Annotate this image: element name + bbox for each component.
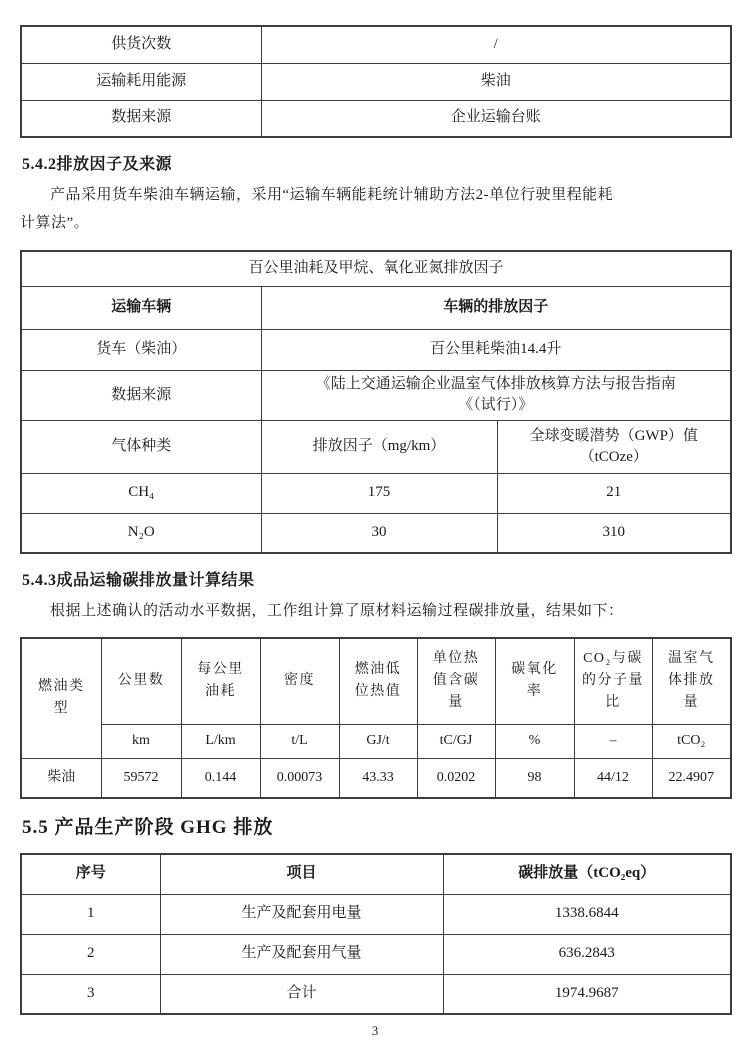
unit-header: % [495, 724, 574, 758]
fuel-ghg-emission: 22.4907 [652, 758, 731, 798]
paragraph-542 [20, 181, 730, 237]
ef-header: 排放因子（mg/km） [261, 420, 497, 473]
fuel-oxidation-rate: 98 [495, 758, 574, 798]
table-row [21, 894, 731, 934]
source-line: 《（试行）》 [458, 397, 534, 413]
table-row [21, 513, 731, 553]
column-header: 单位热值含碳量 [417, 638, 495, 724]
table-row [21, 638, 731, 724]
column-header: 每公里油耗 [181, 638, 260, 724]
table-row [21, 420, 731, 473]
fuel-km: 59572 [101, 758, 181, 798]
column-header: 燃油低位热值 [339, 638, 417, 724]
unit-header: km [101, 724, 181, 758]
gas-gwp-value: 21 [497, 473, 731, 513]
unit-header: tCO₂ [652, 724, 731, 758]
gas-gwp-value: 310 [497, 513, 731, 553]
unit-header: L/km [181, 724, 260, 758]
emission-value: 1974.9687 [443, 974, 731, 1014]
fuel-type: 柴油 [21, 758, 101, 798]
emission-factor-table [20, 250, 732, 554]
column-header: 密度 [260, 638, 339, 724]
supply-row-label: 运输耗用能源 [21, 63, 261, 100]
row-index: 1 [21, 894, 160, 934]
row-index: 3 [21, 974, 160, 1014]
source-value [261, 370, 731, 420]
gwp-header-line: 全球变暖潜势（GWP）值 [529, 427, 698, 444]
table-row [21, 854, 731, 894]
unit-header: GJ/t [339, 724, 417, 758]
paragraph-543: 根据上述确认的活动水平数据，工作组计算了原材料运输过程碳排放量，结果如下： [50, 603, 624, 619]
unit-header: – [574, 724, 652, 758]
column-header: 碳氧化率 [495, 638, 574, 724]
fuel-molar-ratio: 44/12 [574, 758, 652, 798]
column-header: 车辆的排放因子 [261, 286, 731, 329]
supply-row-label: 数据来源 [21, 100, 261, 137]
table-row [21, 974, 731, 1014]
column-header: CO₂与碳的分子量比 [574, 638, 652, 724]
supply-row-value: / [261, 26, 731, 63]
gas-ef-value: 30 [261, 513, 497, 553]
factor-table-title: 百公里油耗及甲烷、氧化亚氮排放因子 [21, 251, 731, 286]
item-name: 生产及配套用气量 [160, 934, 443, 974]
gwp-header-line: （tCOze） [579, 448, 648, 465]
paragraph-line: 产品采用货车柴油车辆运输，采用“运输车辆能耗统计辅助方法2-单位行驶里程能耗 [50, 187, 614, 203]
emission-value: 636.2843 [443, 934, 731, 974]
column-header: 温室气体排放量 [652, 638, 731, 724]
table-row [21, 758, 731, 798]
table-row [21, 26, 731, 63]
paragraph-line: 计算法”。 [20, 215, 90, 231]
fuel-consumption: 0.144 [181, 758, 260, 798]
unit-header: t/L [260, 724, 339, 758]
column-header: 序号 [21, 854, 160, 894]
supply-table [20, 25, 732, 138]
fuel-calc-table [20, 637, 732, 799]
gas-ef-value: 175 [261, 473, 497, 513]
column-header: 运输车辆 [21, 286, 261, 329]
ghg-emission-table [20, 853, 732, 1015]
table-row [21, 934, 731, 974]
vehicle-label: 货车（柴油） [21, 329, 261, 370]
table-row [21, 251, 731, 286]
column-header: 项目 [160, 854, 443, 894]
section-heading-543: 5.4.3成品运输碳排放量计算结果 [22, 572, 255, 589]
supply-row-value: 企业运输台账 [261, 100, 731, 137]
table-row [21, 63, 731, 100]
column-header: 公里数 [101, 638, 181, 724]
table-row [21, 100, 731, 137]
row-index: 2 [21, 934, 160, 974]
column-header: 碳排放量（tCO₂eq） [443, 854, 731, 894]
gwp-header [497, 420, 731, 473]
section-heading-542: 5.4.2排放因子及来源 [22, 156, 173, 173]
supply-row-value: 柴油 [261, 63, 731, 100]
page-number: 3 [371, 1023, 379, 1038]
table-row [21, 329, 731, 370]
source-label: 数据来源 [21, 370, 261, 420]
table-row [21, 286, 731, 329]
item-name: 合计 [160, 974, 443, 1014]
table-row [21, 370, 731, 420]
fuel-density: 0.00073 [260, 758, 339, 798]
gas-name: N₂O [21, 513, 261, 553]
table-row [21, 473, 731, 513]
supply-row-label: 供货次数 [21, 26, 261, 63]
item-name: 生产及配套用电量 [160, 894, 443, 934]
gas-name: CH₄ [21, 473, 261, 513]
unit-header: tC/GJ [417, 724, 495, 758]
column-header: 燃油类型 [21, 638, 101, 758]
table-row [21, 724, 731, 758]
fuel-carbon-content: 0.0202 [417, 758, 495, 798]
emission-value: 1338.6844 [443, 894, 731, 934]
gas-type-header: 气体种类 [21, 420, 261, 473]
fuel-heat-value: 43.33 [339, 758, 417, 798]
section-heading-55: 5.5 产品生产阶段 GHG 排放 [22, 817, 274, 838]
source-line: 《陆上交通运输企业温室气体排放核算方法与报告指南 [315, 376, 676, 392]
vehicle-value: 百公里耗柴油14.4升 [261, 329, 731, 370]
